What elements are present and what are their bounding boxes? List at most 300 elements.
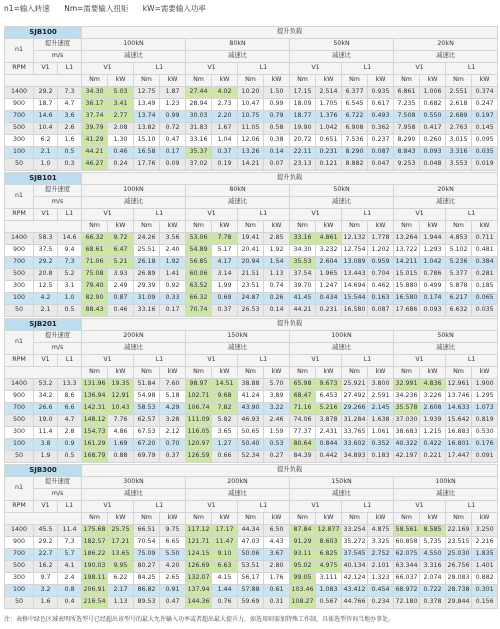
value-cell: 1.073 <box>472 403 498 415</box>
value-cell: 13.26 <box>238 147 264 159</box>
value-cell: 198.11 <box>82 573 108 585</box>
value-cell: 5.102 <box>446 245 472 257</box>
value-cell: 0.093 <box>420 147 446 159</box>
nm-header: Nm <box>290 221 316 233</box>
l1-group-header: L1 <box>238 501 290 513</box>
l1-cell: 7.3 <box>58 257 82 269</box>
l1-group-header: L1 <box>342 355 394 367</box>
kw-header: kW <box>160 221 186 233</box>
rpm-cell: 1400 <box>5 379 34 391</box>
nm-header: Nm <box>134 513 160 525</box>
kw-header: kW <box>160 513 186 525</box>
v1-cell: 29.2 <box>34 537 58 549</box>
value-cell: 1.705 <box>316 99 342 111</box>
kw-header: kW <box>108 513 134 525</box>
l1-cell: 0.4 <box>58 597 82 609</box>
table-row <box>5 415 498 427</box>
rpm-cell: 500 <box>5 123 34 135</box>
value-cell: 63.52 <box>186 281 212 293</box>
nm-header: Nm <box>134 75 160 87</box>
value-cell: 0.163 <box>368 293 394 305</box>
rpm-header: RPM <box>5 209 34 221</box>
v1-group-header: V1 <box>394 501 446 513</box>
value-cell: 12.877 <box>316 525 342 537</box>
value-cell: 34.893 <box>342 451 368 463</box>
value-cell: 11.05 <box>238 123 264 135</box>
v1-group-header: V1 <box>82 63 134 75</box>
value-cell: 2.618 <box>446 99 472 111</box>
value-cell: 84.39 <box>290 451 316 463</box>
value-cell: 2.49 <box>108 281 134 293</box>
value-cell: 33.16 <box>186 135 212 147</box>
value-cell: 44.21 <box>82 147 108 159</box>
value-cell: 0.53 <box>264 439 290 451</box>
load-value: 20kN <box>394 39 498 51</box>
value-cell: 0.091 <box>472 451 498 463</box>
value-cell: 20.41 <box>238 245 264 257</box>
kw-header: kW <box>264 367 290 379</box>
rpm-cell: 100 <box>5 439 34 451</box>
value-cell: 71.16 <box>290 403 316 415</box>
load-value: 300kN <box>82 477 186 489</box>
value-cell: 0.786 <box>420 269 446 281</box>
value-cell: 53.51 <box>238 561 264 573</box>
ratio-header: 减速比 <box>82 51 186 63</box>
value-cell: 2.85 <box>264 233 290 245</box>
ratio-header: 减速比 <box>290 197 394 209</box>
rpm-cell: 100 <box>5 585 34 597</box>
value-cell: 1.99 <box>212 281 238 293</box>
value-cell: 4.836 <box>420 379 446 391</box>
table-row <box>5 561 498 573</box>
value-cell: 37.74 <box>82 111 108 123</box>
rpm-header: RPM <box>5 501 34 513</box>
ratio-header: 减速比 <box>290 489 394 501</box>
load-header: 提升负载 <box>82 27 498 39</box>
value-cell: 131.96 <box>82 379 108 391</box>
value-cell: 43.90 <box>238 403 264 415</box>
table-row <box>5 87 498 99</box>
value-cell: 16.580 <box>342 305 368 317</box>
value-cell: 34.30 <box>82 87 108 99</box>
v1-cell: 58.3 <box>34 233 58 245</box>
legend-kw: kW=需要输入功率 <box>142 4 206 13</box>
value-cell: 0.374 <box>472 87 498 99</box>
value-cell: 6.632 <box>446 305 472 317</box>
value-cell: 1.323 <box>368 573 394 585</box>
ratio-header: 减速比 <box>186 51 290 63</box>
value-cell: 3.800 <box>368 379 394 391</box>
value-cell: 148.12 <box>82 415 108 427</box>
kw-header: kW <box>212 221 238 233</box>
value-cell: 0.422 <box>420 439 446 451</box>
model-name: SJB201 <box>5 319 82 331</box>
value-cell: 50.65 <box>238 427 264 439</box>
value-cell: 68.61 <box>82 245 108 257</box>
nm-header: Nm <box>446 221 472 233</box>
value-cell: 1.59 <box>264 427 290 439</box>
value-cell: 7.60 <box>160 379 186 391</box>
value-cell: 1.778 <box>368 233 394 245</box>
value-cell: 25.51 <box>134 245 160 257</box>
value-cell: 126.59 <box>186 451 212 463</box>
value-cell: 0.047 <box>368 159 394 171</box>
value-cell: 62.075 <box>394 549 420 561</box>
value-cell: 0.58 <box>264 123 290 135</box>
value-cell: 0.197 <box>472 111 498 123</box>
value-cell: 1.04 <box>212 135 238 147</box>
value-cell: 58.561 <box>394 525 420 537</box>
kw-header: kW <box>368 75 394 87</box>
value-cell: 0.14 <box>264 147 290 159</box>
value-cell: 35.37 <box>186 147 212 159</box>
blank-header <box>5 513 82 525</box>
load-value: 150kN <box>186 331 290 343</box>
value-cell: 14.211 <box>394 257 420 269</box>
value-cell: 0.46 <box>108 147 134 159</box>
value-cell: 17.76 <box>134 159 160 171</box>
value-cell: 84.25 <box>134 573 160 585</box>
value-cell: 0.493 <box>368 111 394 123</box>
rpm-cell: 50 <box>5 451 34 463</box>
value-cell: 70.74 <box>186 305 212 317</box>
rpm-cell: 300 <box>5 281 34 293</box>
value-cell: 0.69 <box>212 293 238 305</box>
rpm-cell: 900 <box>5 391 34 403</box>
value-cell: 1.30 <box>108 135 134 147</box>
v1-cell: 29.2 <box>34 257 58 269</box>
value-cell: 67.20 <box>134 439 160 451</box>
value-cell: 1.965 <box>316 269 342 281</box>
value-cell: 66.51 <box>134 525 160 537</box>
value-cell: 74.06 <box>290 415 316 427</box>
v1-cell: 18.7 <box>34 99 58 111</box>
value-cell: 10.75 <box>238 111 264 123</box>
value-cell: 0.550 <box>420 111 446 123</box>
value-cell: 124.15 <box>186 549 212 561</box>
value-cell: 2.17 <box>108 585 134 597</box>
blank-header <box>5 75 82 87</box>
value-cell: 1.54 <box>264 257 290 269</box>
value-cell: 28.083 <box>446 573 472 585</box>
rpm-cell: 500 <box>5 561 34 573</box>
value-cell: 0.087 <box>368 147 394 159</box>
value-cell: 22.11 <box>290 147 316 159</box>
nm-header: Nm <box>290 75 316 87</box>
value-cell: 4.86 <box>108 427 134 439</box>
value-cell: 4.29 <box>160 403 186 415</box>
blank-header <box>5 367 82 379</box>
value-cell: 46.27 <box>82 159 108 171</box>
l1-cell: 0.5 <box>58 451 82 463</box>
table-row <box>5 585 498 597</box>
value-cell: 0.567 <box>316 597 342 609</box>
value-cell: 7.508 <box>394 111 420 123</box>
value-cell: 35.578 <box>394 403 420 415</box>
load-value: 100kN <box>82 185 186 197</box>
value-cell: 15.544 <box>342 293 368 305</box>
value-cell: 0.065 <box>472 293 498 305</box>
value-cell: 0.37 <box>212 147 238 159</box>
value-cell: 54.89 <box>186 245 212 257</box>
v1-cell: 14.6 <box>34 111 58 123</box>
value-cell: 0.26 <box>264 293 290 305</box>
value-cell: 93.11 <box>290 549 316 561</box>
value-cell: 2.689 <box>446 111 472 123</box>
value-cell: 7.76 <box>108 415 134 427</box>
v1-cell: 2.1 <box>34 147 58 159</box>
value-cell: 26.756 <box>446 561 472 573</box>
rpm-cell: 300 <box>5 573 34 585</box>
l1-header: L1 <box>58 355 82 367</box>
nm-header: Nm <box>394 221 420 233</box>
value-cell: 3.22 <box>264 403 290 415</box>
value-cell: 1.083 <box>316 585 342 597</box>
value-cell: 70.54 <box>134 537 160 549</box>
value-cell: 1.27 <box>212 439 238 451</box>
load-value: 200kN <box>82 331 186 343</box>
value-cell: 4.02 <box>212 87 238 99</box>
nm-header: Nm <box>290 367 316 379</box>
value-cell: 0.417 <box>420 123 446 135</box>
v1-cell: 1.6 <box>34 597 58 609</box>
value-cell: 137.94 <box>186 585 212 597</box>
value-cell: 3.316 <box>420 561 446 573</box>
value-cell: 5.50 <box>160 549 186 561</box>
load-value: 150kN <box>290 477 394 489</box>
value-cell: 89.53 <box>134 597 160 609</box>
value-cell: 2.77 <box>108 111 134 123</box>
table-row <box>5 123 498 135</box>
l1-cell: 4.7 <box>58 99 82 111</box>
value-cell: 3.14 <box>212 269 238 281</box>
v1-cell: 34.2 <box>34 391 58 403</box>
value-cell: 16.801 <box>446 439 472 451</box>
load-value: 50kN <box>290 185 394 197</box>
value-cell: 6.377 <box>342 87 368 99</box>
l1-cell: 7.3 <box>58 537 82 549</box>
value-cell: 0.617 <box>368 99 394 111</box>
value-cell: 0.17 <box>160 147 186 159</box>
value-cell: 36.17 <box>82 99 108 111</box>
value-cell: 10.47 <box>238 99 264 111</box>
nm-header: Nm <box>82 367 108 379</box>
kw-header: kW <box>212 75 238 87</box>
legend-n1: n1=输入转速 <box>4 4 50 13</box>
value-cell: 0.959 <box>368 257 394 269</box>
l1-cell: 0.5 <box>58 305 82 317</box>
v1-cell: 1.9 <box>34 451 58 463</box>
value-cell: 6.861 <box>394 87 420 99</box>
value-cell: 0.156 <box>472 597 498 609</box>
value-cell: 0.185 <box>472 281 498 293</box>
value-cell: 0.27 <box>264 451 290 463</box>
ratio-header: 减速比 <box>82 197 186 209</box>
value-cell: 0.221 <box>420 451 446 463</box>
l1-cell: 4.1 <box>58 561 82 573</box>
value-cell: 2.763 <box>446 123 472 135</box>
v1-group-header: V1 <box>186 355 238 367</box>
v1-cell: 11.4 <box>34 427 58 439</box>
value-cell: 0.38 <box>264 135 290 147</box>
table-row <box>5 99 498 111</box>
value-cell: 52.34 <box>238 451 264 463</box>
model-name: SJB100 <box>5 27 82 39</box>
value-cell: 33.16 <box>290 233 316 245</box>
ratio-header: 减速比 <box>394 489 498 501</box>
value-cell: 1.944 <box>420 233 446 245</box>
value-cell: 6.453 <box>316 391 342 403</box>
ratio-header: 减速比 <box>186 197 290 209</box>
l1-cell: 0.5 <box>58 147 82 159</box>
value-cell: 0.231 <box>316 147 342 159</box>
value-cell: 8.882 <box>342 159 368 171</box>
l1-group-header: L1 <box>238 63 290 75</box>
value-cell: 0.47 <box>160 135 186 147</box>
value-cell: 111.09 <box>186 415 212 427</box>
table-row <box>5 451 498 463</box>
value-cell: 1.50 <box>264 87 290 99</box>
value-cell: 75.09 <box>134 549 160 561</box>
l1-cell: 2.6 <box>58 123 82 135</box>
value-cell: 9.253 <box>394 159 420 171</box>
value-cell: 27.44 <box>186 87 212 99</box>
value-cell: 15.10 <box>134 135 160 147</box>
ratio-header: 减速比 <box>290 343 394 355</box>
v1-cell: 26.6 <box>34 403 58 415</box>
table-row <box>5 391 498 403</box>
value-cell: 25.75 <box>108 525 134 537</box>
value-cell: 9.72 <box>108 233 134 245</box>
value-cell: 1.376 <box>316 111 342 123</box>
value-cell: 1.006 <box>420 87 446 99</box>
value-cell: 0.09 <box>160 159 186 171</box>
value-cell: 0.844 <box>316 439 342 451</box>
l1-cell: 9.4 <box>58 245 82 257</box>
value-cell: 91.29 <box>290 537 316 549</box>
l1-cell: 0.8 <box>58 585 82 597</box>
value-cell: 154.73 <box>82 427 108 439</box>
ratio-header: 减速比 <box>394 51 498 63</box>
value-cell: 0.74 <box>264 281 290 293</box>
v1-cell: 2.1 <box>34 305 58 317</box>
value-cell: 0.301 <box>472 585 498 597</box>
value-cell: 44.21 <box>290 305 316 317</box>
value-cell: 0.99 <box>264 99 290 111</box>
value-cell: 0.095 <box>472 135 498 147</box>
value-cell: 0.711 <box>472 233 498 245</box>
value-cell: 0.17 <box>160 305 186 317</box>
value-cell: 35.53 <box>290 257 316 269</box>
value-cell: 12.06 <box>238 135 264 147</box>
value-cell: 117.12 <box>186 525 212 537</box>
value-cell: 3.250 <box>472 525 498 537</box>
value-cell: 35.272 <box>342 537 368 549</box>
value-cell: 56.85 <box>186 257 212 269</box>
value-cell: 66.037 <box>394 573 420 585</box>
l1-group-header: L1 <box>342 63 394 75</box>
l1-group-header: L1 <box>342 209 394 221</box>
nm-header: Nm <box>238 513 264 525</box>
value-cell: 41.24 <box>238 391 264 403</box>
load-value: 80kN <box>186 39 290 51</box>
v1-group-header: V1 <box>186 63 238 75</box>
value-cell: 0.66 <box>212 451 238 463</box>
l1-cell: 4.7 <box>58 415 82 427</box>
value-cell: 31.09 <box>134 293 160 305</box>
value-cell: 5.82 <box>212 415 238 427</box>
value-cell: 6.908 <box>342 123 368 135</box>
value-cell: 0.91 <box>160 585 186 597</box>
value-cell: 15.642 <box>446 415 472 427</box>
nm-header: Nm <box>342 367 368 379</box>
rpm-cell: 300 <box>5 427 34 439</box>
value-cell: 0.819 <box>472 415 498 427</box>
value-cell: 87.84 <box>290 525 316 537</box>
nm-header: Nm <box>186 367 212 379</box>
value-cell: 23.51 <box>238 281 264 293</box>
value-cell: 66.32 <box>82 233 108 245</box>
value-cell: 16.580 <box>394 293 420 305</box>
value-cell: 24.87 <box>238 293 264 305</box>
value-cell: 9.75 <box>160 525 186 537</box>
value-cell: 17.447 <box>446 451 472 463</box>
v1-group-header: V1 <box>394 209 446 221</box>
nm-header: Nm <box>446 75 472 87</box>
value-cell: 190.03 <box>82 561 108 573</box>
value-cell: 4.861 <box>316 233 342 245</box>
value-cell: 39.79 <box>82 123 108 135</box>
speed-unit: m/s <box>34 197 82 209</box>
value-cell: 41.29 <box>82 135 108 147</box>
n1-header: n1 <box>5 331 34 355</box>
value-cell: 0.384 <box>472 257 498 269</box>
value-cell: 2.514 <box>316 87 342 99</box>
value-cell: 66.32 <box>186 293 212 305</box>
value-cell: 2.604 <box>316 257 342 269</box>
v1-cell: 22.7 <box>34 549 58 561</box>
value-cell: 26.53 <box>238 305 264 317</box>
value-cell: 0.362 <box>368 123 394 135</box>
l1-cell: 5.2 <box>58 269 82 281</box>
value-cell: 3.232 <box>316 245 342 257</box>
l1-cell: 11.4 <box>58 525 82 537</box>
table-row <box>5 233 498 245</box>
value-cell: 33.765 <box>342 427 368 439</box>
load-value: 100kN <box>82 39 186 51</box>
kw-header: kW <box>316 221 342 233</box>
value-cell: 1.215 <box>420 427 446 439</box>
value-cell: 4.43 <box>264 537 290 549</box>
l1-group-header: L1 <box>342 501 394 513</box>
value-cell: 0.37 <box>212 305 238 317</box>
value-cell: 161.29 <box>82 439 108 451</box>
value-cell: 1.87 <box>160 87 186 99</box>
value-cell: 37.02 <box>186 159 212 171</box>
table-row <box>5 135 498 147</box>
value-cell: 116.05 <box>186 427 212 439</box>
value-cell: 0.79 <box>264 111 290 123</box>
ratio-header: 减速比 <box>394 197 498 209</box>
load-value: 200kN <box>186 477 290 489</box>
value-cell: 34.236 <box>394 391 420 403</box>
value-cell: 2.074 <box>420 573 446 585</box>
nm-header: Nm <box>238 221 264 233</box>
value-cell: 182.57 <box>82 537 108 549</box>
value-cell: 20.72 <box>290 135 316 147</box>
value-cell: 1.295 <box>472 391 498 403</box>
l1-cell: 6.6 <box>58 403 82 415</box>
